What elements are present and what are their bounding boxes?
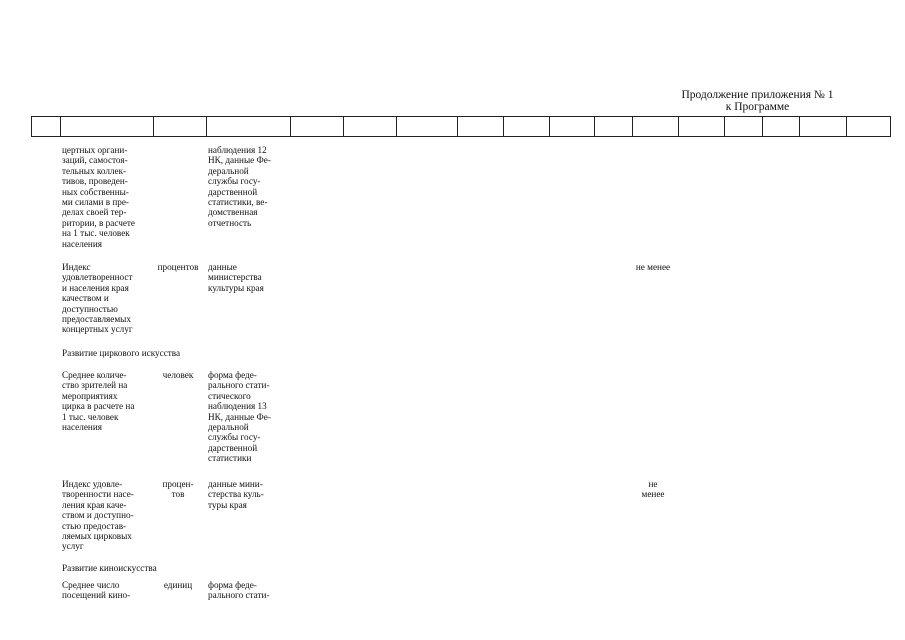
data-source: данные мини- стерства куль- туры края	[208, 479, 264, 510]
section-heading-cinema: Развитие киноискусства	[62, 563, 157, 573]
column-divider	[762, 117, 763, 136]
column-divider	[396, 117, 397, 136]
indicator-name: Индекс удовле- творенности насе- ления края каче- ством и доступно- стью предостав- ляемых цирковых услуг	[62, 479, 134, 552]
column-divider	[206, 117, 207, 136]
unit-of-measure: процен- тов	[162, 479, 194, 500]
value-note: не менее	[635, 262, 671, 272]
column-divider	[290, 117, 291, 136]
column-divider	[678, 117, 679, 136]
column-divider	[153, 117, 154, 136]
section-heading-circus: Развитие циркового искусства	[62, 348, 181, 358]
column-divider	[343, 117, 344, 136]
column-divider	[594, 117, 595, 136]
data-source: данные министерства культуры края	[208, 262, 264, 293]
unit-of-measure: единиц	[163, 580, 193, 590]
appendix-note-line1: Продолжение приложения № 1	[681, 89, 834, 101]
column-divider	[503, 117, 504, 136]
unit-of-measure: человек	[162, 370, 194, 380]
column-divider	[549, 117, 550, 136]
indicator-name: цертных органи- заций, самостоя- тельных коллек- тивов, проведен- ных собственны- ми силами в пре- делах своей тер- ритории, в расчете на 1 тыс. человек населения	[62, 145, 136, 249]
column-divider	[799, 117, 800, 136]
column-divider	[846, 117, 847, 136]
data-source: форма феде- рального стати-	[208, 580, 270, 601]
appendix-note-line2: к Программе	[725, 101, 790, 113]
column-divider	[632, 117, 633, 136]
column-divider	[60, 117, 61, 136]
indicator-name: Среднее количе- ство зрителей на мероприятиях цирка в расчете на 1 тыс. человек населения	[62, 370, 135, 433]
value-note: не менее	[641, 479, 665, 500]
appendix-continuation-note	[640, 89, 875, 113]
indicator-name: Среднее число посещений кино-	[62, 580, 131, 601]
data-source: форма феде- рального стати- стического наблюдения 13 НК, данные Фе- деральной службы госу- дарственной статистики	[208, 370, 271, 464]
data-source: наблюдения 12 НК, данные Фе- деральной службы госу- дарственной статистики, ве- домственная отчетность	[208, 145, 271, 228]
indicator-name: Индекс удовлетворенност и населения края качеством и доступностью предоставляемых концертных услуг	[62, 262, 133, 335]
table-column-header-grid	[31, 116, 891, 137]
column-divider	[724, 117, 725, 136]
column-divider	[457, 117, 458, 136]
unit-of-measure: процентов	[157, 262, 199, 272]
